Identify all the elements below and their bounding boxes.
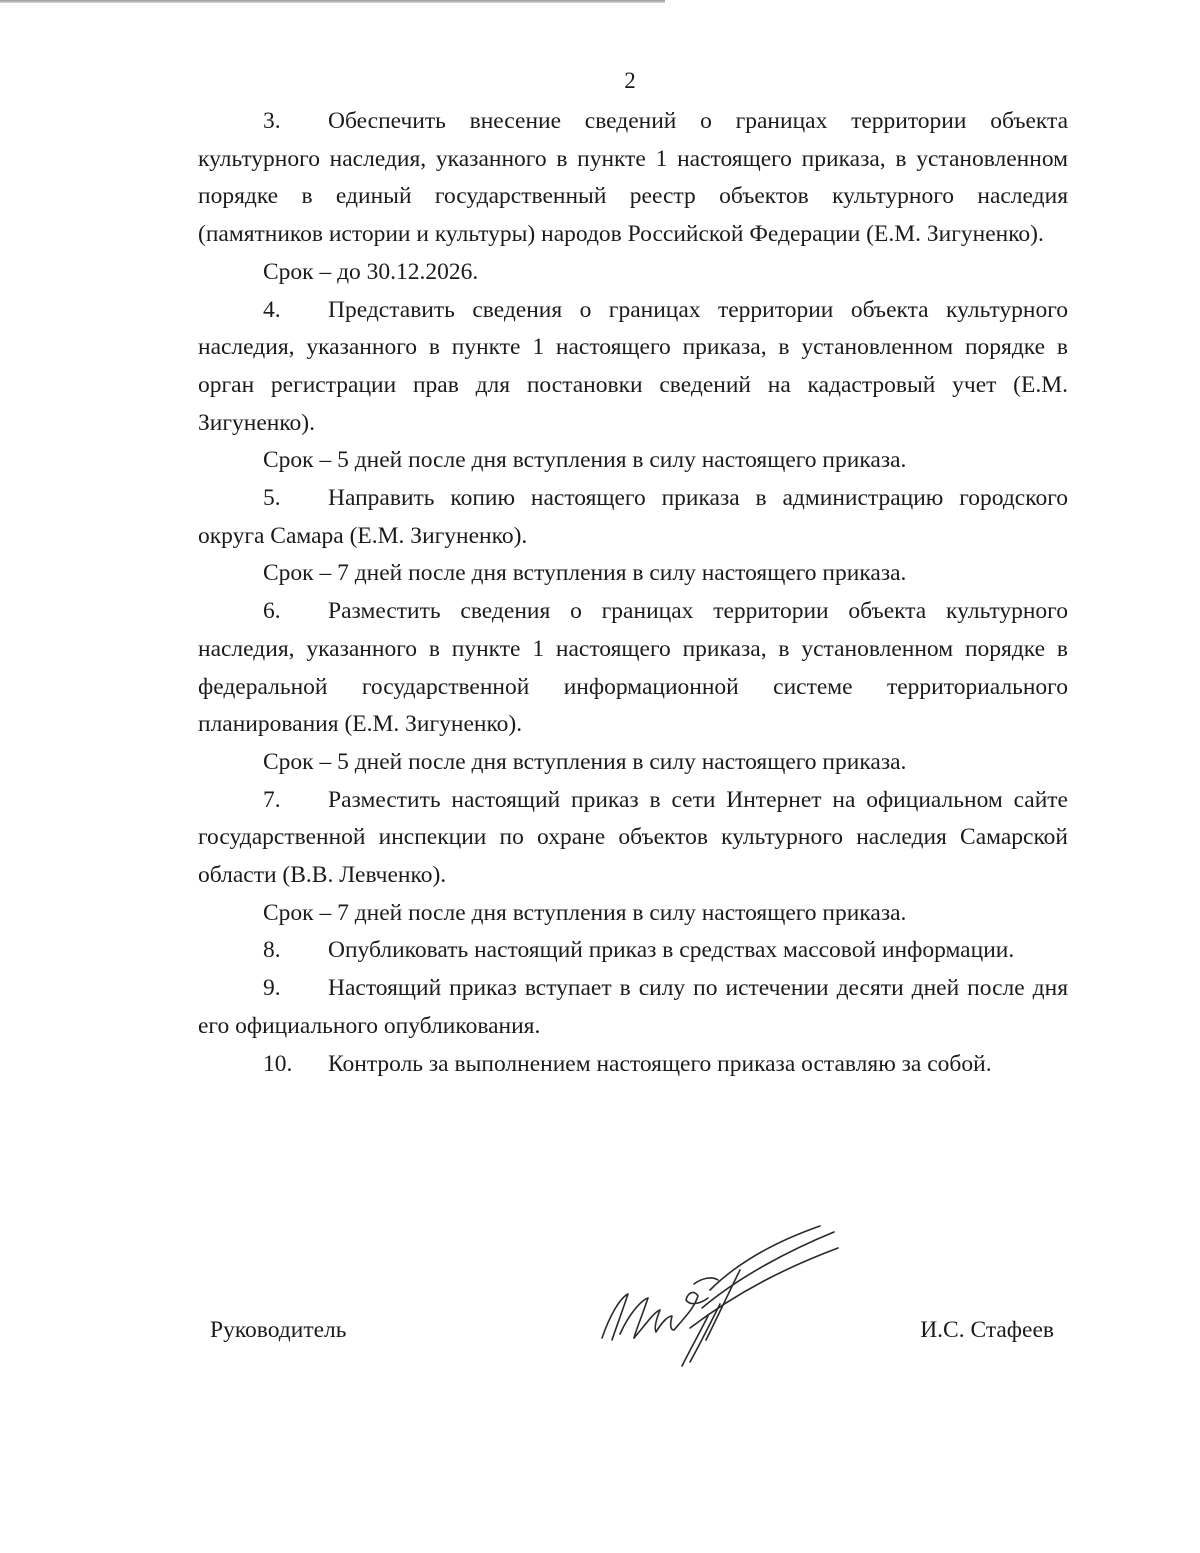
item-text: Разместить настоящий приказ в сети Интернет на официальном сайте государственной инспекции по охране объектов культурного наследия Самарской области (В.В. Левченко). xyxy=(198,786,1068,889)
item-number: 5. xyxy=(263,485,281,512)
item-text: Обеспечить внесение сведений о границах территории объекта культурного наследия, указанного в пункте 1 настоящего приказа, в установленном порядке в единый государственный реестр объектов культурного наследия (памятников истории и культуры) народов Российской Федерации (Е.М. Зигуненко). xyxy=(198,108,1068,248)
item-number: 7. xyxy=(263,786,281,813)
item-number: 10. xyxy=(263,1050,293,1077)
item-text: Представить сведения о границах территории объекта культурного наследия, указанного в пункте 1 настоящего приказа, в установленном порядке в орган регистрации прав для постановки сведений на кадастровый учет (Е.М. Зигуненко). xyxy=(198,296,1068,436)
order-body xyxy=(198,103,1068,1083)
item-text: Опубликовать настоящий приказ в средствах массовой информации. xyxy=(328,937,1015,964)
order-item-4 xyxy=(198,292,1068,443)
order-item-8 xyxy=(198,932,1068,970)
item-text: Контроль за выполнением настоящего приказа оставляю за собой. xyxy=(328,1050,992,1077)
order-item-9 xyxy=(198,970,1068,1045)
order-item-6 xyxy=(198,593,1068,744)
item-text: Разместить сведения о границах территории объекта культурного наследия, указанного в пункте 1 настоящего приказа, в установленном порядке в федеральной государственной информационной системе территориального планирования (Е.М. Зигуненко). xyxy=(198,598,1068,738)
order-item-7 xyxy=(198,782,1068,895)
item-text: Направить копию настоящего приказа в администрацию городского округа Самара (Е.М. Зигуненко). xyxy=(198,485,1068,549)
deadline-7: Срок – 7 дней после дня вступления в силу настоящего приказа. xyxy=(263,899,907,926)
deadline-5: Срок – 7 дней после дня вступления в силу настоящего приказа. xyxy=(263,560,907,587)
handwritten-signature xyxy=(590,1220,850,1370)
signatory-title: Руководитель xyxy=(210,1317,347,1343)
order-item-5 xyxy=(198,480,1068,555)
signature-block xyxy=(198,1220,1068,1390)
item-number: 3. xyxy=(263,108,281,134)
item-number: 9. xyxy=(263,975,281,1002)
item-number: 6. xyxy=(263,598,281,625)
order-item-10 xyxy=(198,1046,1068,1084)
deadline-4: Срок – 5 дней после дня вступления в силу настоящего приказа. xyxy=(263,447,907,474)
scan-edge-line xyxy=(0,0,665,3)
order-item-3 xyxy=(198,103,1068,254)
deadline-3: Срок – до 30.12.2026. xyxy=(263,258,479,285)
item-number: 4. xyxy=(263,296,281,323)
deadline-6: Срок – 5 дней после дня вступления в силу настоящего приказа. xyxy=(263,748,907,775)
page-number: 2 xyxy=(624,68,636,93)
signatory-name: И.С. Стафеев xyxy=(920,1317,1054,1343)
item-text: Настоящий приказ вступает в силу по истечении десяти дней после дня его официального опубликования. xyxy=(198,975,1068,1039)
item-number: 8. xyxy=(263,937,281,964)
